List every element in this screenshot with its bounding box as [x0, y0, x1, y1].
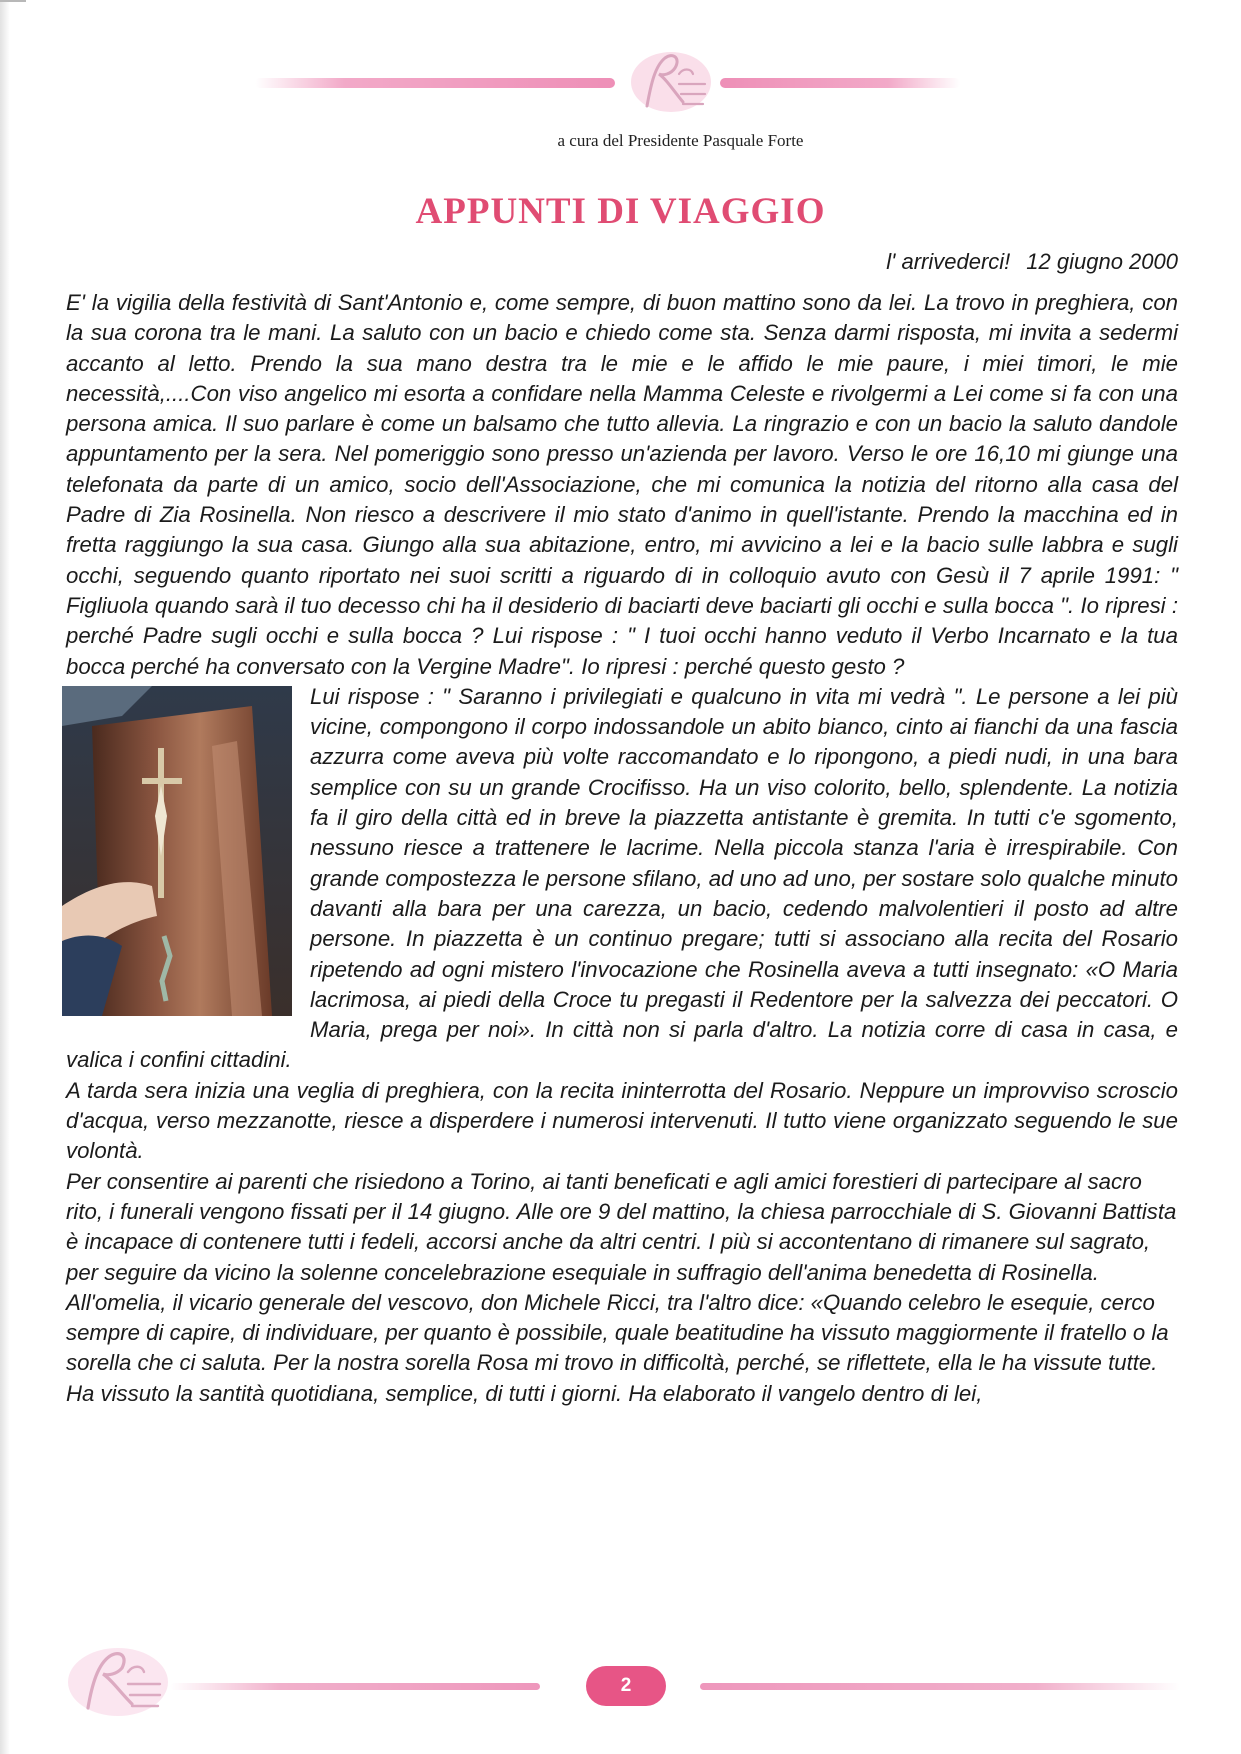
- paragraph-4: Per consentire ai parenti che risiedono a Torino, ai tanti beneficati e agli amici forestieri di partecipare al sacro rito, i funerali vengono fissati per il 14 giugno. Alle ore 9 del mattino, la chiesa parrocchiale di S. Giovanni Battista è incapace di contenere tutti i fedeli, accorsi anche da altri centri. I più si accontentano di rimanere sul sagrato, per seguire da vicino la solenne concelebrazione esequiale in suffragio dell'anima benedetta di Rosinella. All'omelia, il vicario generale del vescovo, don Michele Ricci, tra l'altro dice: «Quando celebro le esequie, cerco sempre di capire, di individuare, per quanto è possibile, quale beatitudine ha vissuto maggiormente il fratello o la sorella che ci saluta. Per la nostra sorella Rosa mi trovo in difficoltà, perché, se riflettete, ella le ha vissute tutte. Ha vissuto la santità quotidiana, semplice, di tutti i giorni. Ha elaborato il vangelo dentro di lei,: [66, 1168, 1177, 1406]
- footer-ornament-line-left: [170, 1683, 540, 1690]
- paragraph-2: Lui rispose : " Saranno i privilegiati e qualcuno in vita mi vedrà ". Le persone a lei più vicine, compongono il corpo indossandole un abito bianco, cinto ai fianchi da una fascia azzurra come aveva più volte raccomandato e lo ripongono, a piedi nudi, in una bara semplice con su un grande Crocifisso. Ha un viso colorito, bello, splendente. La notizia fa il giro della città ed in breve la piazzetta antistante è gremita. In tutti c'e sgomento, nessuno riesce a trattenere le lacrime. Nella piccola stanza l'aria è irrespirabile. Con grande compostezza le persone sfilano, ad uno ad uno, per sostare solo qualche minuto davanti alla bara per una carezza, un bacio, cedendo malvolentieri il posto ad altre persone. In piazzetta è un continuo pregare; tutti si associano alla recita del Rosario ripetendo ad ogni mistero l'invocazione che Rosinella aveva a tutti insegnato: «O Maria lacrimosa, ai piedi della Croce tu pregasti il Redentore per la salvezza dei peccatori. O Maria, prega per noi». In città non si parla d'altro. La notizia corre di casa in casa, e valica i confini cittadini.: [66, 683, 1178, 1073]
- dateline-greeting: l' arrivederci!: [886, 249, 1011, 274]
- footer-logo-icon: [62, 1640, 174, 1722]
- header-ornament-line-left: [255, 78, 615, 88]
- header-ornament-line-right: [720, 78, 960, 88]
- dateline-date: 12 giugno 2000: [1026, 249, 1178, 274]
- paragraph-3: A tarda sera inizia una veglia di preghiera, con la recita ininterrotta del Rosario. Neppure un improvviso scroscio d'acqua, verso mezzanotte, riesce a disperdere i numerosi intervenuti. Il tutto viene organizzato seguendo le sue volontà.: [66, 1077, 1178, 1164]
- scan-corner-mark: [0, 0, 26, 16]
- byline: a cura del Presidente Pasquale Forte: [557, 131, 804, 150]
- dateline: [886, 249, 1178, 275]
- page-number-badge: 2: [586, 1666, 666, 1706]
- scan-margin: [0, 0, 10, 1754]
- paragraph-1: E' la vigilia della festività di Sant'Antonio e, come sempre, di buon mattino sono da lei. La trovo in preghiera, con la sua corona tra le mani. La saluto con un bacio e chiedo come sta. Senza darmi risposta, mi invita a sedermi accanto al letto. Prendo la sua mano destra tra le mie e le affido le mie paure, i miei timori, le mie necessità,....Con viso angelico mi esorta a confidare nella Mamma Celeste e rivolgermi a Lei come si fa con una persona amica. Il suo parlare è come un balsamo che tutto allevia. La ringrazio e con un bacio la saluto dandole appuntamento per la sera. Nel pomeriggio sono presso un'azienda per lavoro. Verso le ore 16,10 mi giunge una telefonata da parte di un amico, socio dell'Associazione, che mi comunica la notizia del ritorno alla casa del Padre di Zia Rosinella. Non riesco a descrivere il mio stato d'animo in quell'istante. Prendo la macchina ed in fretta raggiungo la sua casa. Giungo alla sua abitazione, entro, mi avvicino a lei e la bacio sulle labbra e sugli occhi, seguendo quanto riportato nei suoi scritti a riguardo di in colloquio avuto con Gesù il 7 aprile 1991: " Figliuola quando sarà il tuo decesso chi ha il desiderio di baciarti deve baciarti gli occhi e sulla bocca ". Io ripresi : perché Padre sugli occhi e sulla bocca ? Lui rispose : " I tuoi occhi hanno veduto il Verbo Incarnato e la tua bocca perché ha conversato con la Vergine Madre". Io ripresi : perché questo gesto ?: [66, 290, 1178, 679]
- article-body: [66, 288, 1178, 1409]
- header-logo-icon: [625, 44, 717, 120]
- footer-ornament-line-right: [700, 1683, 1180, 1690]
- page-title: APPUNTI DI VIAGGIO: [415, 191, 826, 232]
- coffin-photo: [62, 686, 292, 1016]
